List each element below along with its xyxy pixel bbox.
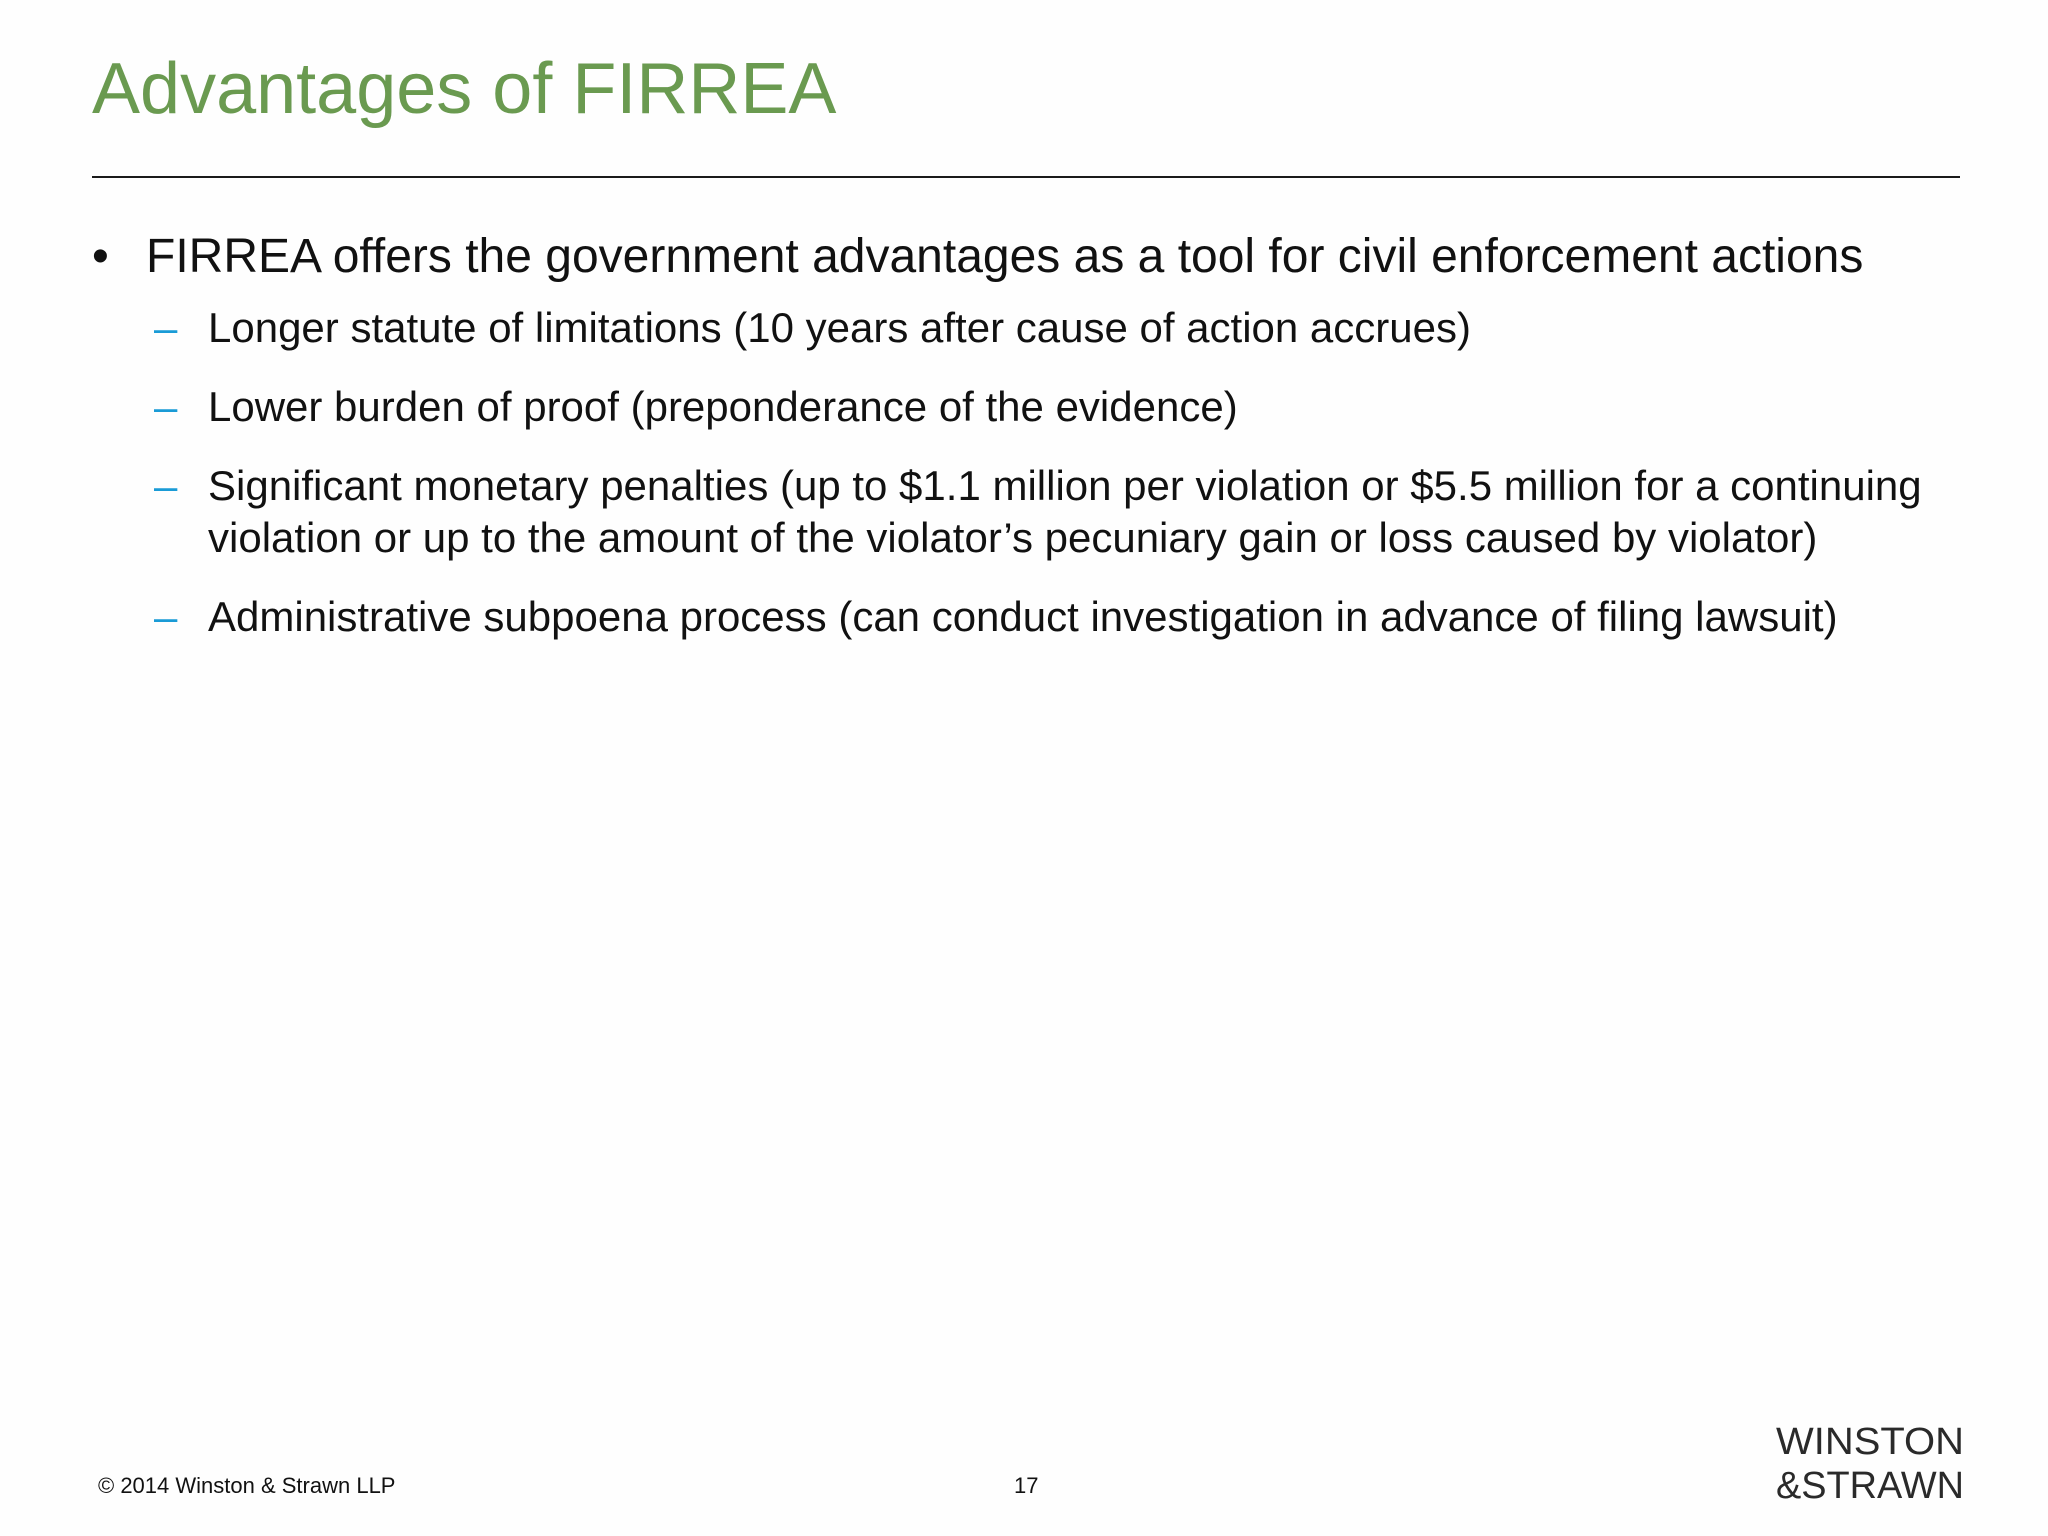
main-bullet-text: FIRREA offers the government advantages as a tool for civil enforcement actions — [146, 230, 1864, 283]
title-divider — [92, 176, 1960, 178]
logo-line-2: &STRAWN — [1776, 1465, 1964, 1502]
page-number: 17 — [1014, 1473, 1039, 1498]
dash-marker: – — [154, 383, 178, 430]
main-bullet — [92, 228, 1972, 286]
sub-bullet-item — [92, 381, 1972, 433]
dash-marker: – — [154, 462, 178, 509]
slide-title: Advantages of FIRREA — [92, 49, 837, 129]
logo-line-1: WINSTON — [1776, 1421, 1964, 1463]
sub-bullet-text: Significant monetary penalties (up to $1.1 million per violation or $5.5 million for a continuing violation or up to the amount of the violator’s pecuniary gain or loss caused by violator) — [208, 462, 1922, 561]
sub-bullet-text: Longer statute of limitations (10 years after cause of action accrues) — [208, 304, 1471, 351]
slide-body — [92, 228, 1972, 670]
sub-bullet-item — [92, 302, 1972, 354]
footer-copyright: © 2014 Winston & Strawn LLP — [98, 1473, 396, 1498]
dash-marker: – — [154, 304, 178, 351]
sub-bullet-item — [92, 591, 1972, 643]
sub-bullet-text: Administrative subpoena process (can conduct investigation in advance of filing lawsuit) — [208, 593, 1838, 640]
bullet-marker: • — [92, 230, 109, 283]
sub-bullet-item — [92, 460, 1972, 564]
winston-strawn-logo — [1776, 1418, 1966, 1502]
sub-bullet-list — [92, 302, 1972, 643]
sub-bullet-text: Lower burden of proof (preponderance of the evidence) — [208, 383, 1238, 430]
dash-marker: – — [154, 593, 178, 640]
